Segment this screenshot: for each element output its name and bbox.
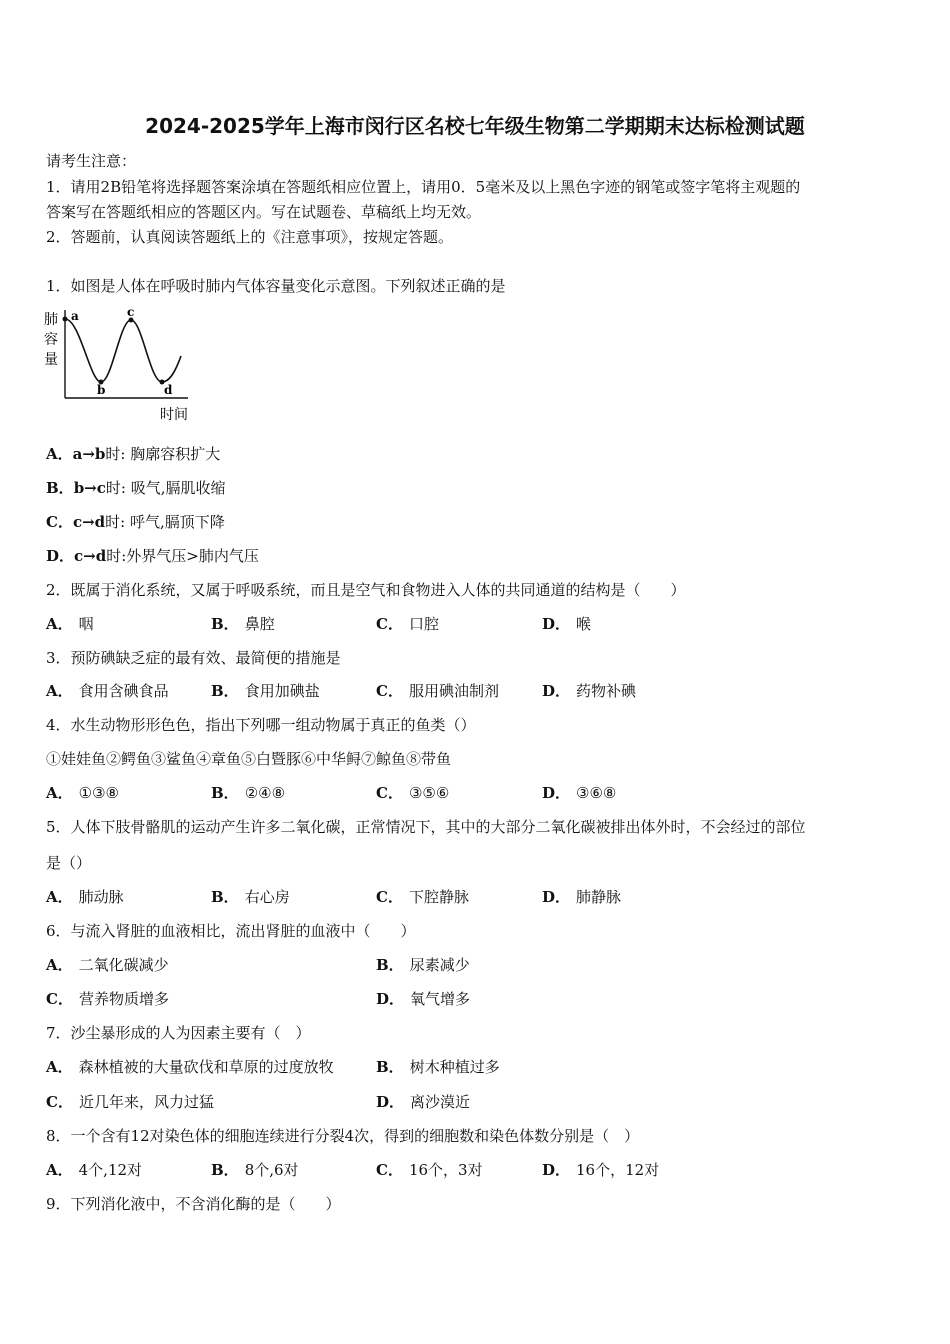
option-text: 8个,6对	[244, 1161, 299, 1179]
question-7-option-c[interactable]	[46, 1092, 214, 1112]
option-text: 二氧化碳减少	[78, 956, 169, 974]
question-3-option-b[interactable]	[211, 681, 320, 701]
option-letter: A．	[46, 445, 73, 463]
option-letter: A．	[46, 784, 73, 802]
question-8-option-c[interactable]	[376, 1160, 483, 1180]
notice-item-2: 2．答题前，认真阅读答题纸上的《注意事项》，按规定答题。	[46, 228, 454, 246]
option-letter: B．	[211, 682, 239, 700]
option-text: 森林植被的大量砍伐和草原的过度放牧	[78, 1058, 334, 1076]
question-5-option-a[interactable]	[46, 887, 124, 907]
figure-label-a: a	[71, 309, 79, 323]
option-letter: B．	[46, 479, 74, 497]
lung-volume-figure	[40, 304, 210, 428]
option-letter: C．	[46, 1093, 73, 1111]
question-4-option-d[interactable]	[542, 783, 616, 803]
question-5-option-c[interactable]	[376, 887, 469, 907]
option-text: 下腔静脉	[408, 888, 469, 906]
question-3-stem: 3．预防碘缺乏症的最有效、最简便的措施是	[46, 649, 341, 667]
option-text: ②④⑧	[244, 784, 286, 802]
option-text: 口腔	[408, 615, 439, 633]
notice-item-1b: 答案写在答题纸相应的答题区内。写在试题卷、草稿纸上均无效。	[46, 203, 482, 221]
notice-heading: 请考生注意：	[46, 152, 137, 170]
option-text: 食用加碘盐	[244, 682, 320, 700]
option-letter: A．	[46, 888, 73, 906]
option-range: a→b	[72, 445, 106, 463]
option-letter: C．	[46, 990, 73, 1008]
figure-volume-curve	[65, 319, 181, 382]
option-letter: A．	[46, 956, 73, 974]
option-letter: B．	[211, 615, 239, 633]
option-text: 4个,12对	[78, 1161, 143, 1179]
option-letter: B．	[211, 888, 239, 906]
question-8-option-a[interactable]	[46, 1160, 142, 1180]
option-range: b→c	[73, 479, 106, 497]
option-letter: D．	[542, 682, 571, 700]
option-letter: B．	[211, 784, 239, 802]
question-7-stem: 7．沙尘暴形成的人为因素主要有（ ）	[46, 1024, 311, 1042]
option-letter: A．	[46, 615, 73, 633]
question-2-stem: 2．既属于消化系统，又属于呼吸系统，而且是空气和食物进入人体的共同通道的结构是（ ）	[46, 581, 686, 599]
figure-label-b: b	[97, 383, 106, 397]
option-letter: A．	[46, 1058, 73, 1076]
option-text: 食用含碘食品	[78, 682, 169, 700]
option-letter: A．	[46, 1161, 73, 1179]
question-1-option-b[interactable]	[46, 478, 225, 498]
figure-point-a	[63, 317, 68, 322]
question-4-option-c[interactable]	[376, 783, 449, 803]
question-7-option-b[interactable]	[376, 1057, 500, 1077]
question-5-stem-b: 是（）	[46, 854, 92, 872]
option-text: 时:外界气压>肺内气压	[106, 547, 259, 565]
question-4-option-a[interactable]	[46, 783, 119, 803]
option-text: 服用碘油制剂	[408, 682, 499, 700]
question-4-list: ①娃娃鱼②鳄鱼③鲨鱼④章鱼⑤白暨豚⑥中华鲟⑦鲸鱼⑧带鱼	[46, 750, 452, 768]
question-6-option-a[interactable]	[46, 955, 169, 975]
option-text: 咽	[78, 615, 94, 633]
question-6-option-b[interactable]	[376, 955, 470, 975]
question-7-option-d[interactable]	[376, 1092, 470, 1112]
question-1-option-c[interactable]	[46, 512, 225, 532]
option-text: 16个，12对	[576, 1161, 660, 1179]
page-title: 2024-2025学年上海市闵行区名校七年级生物第二学期期末达标检测试题	[145, 114, 805, 138]
question-4-option-b[interactable]	[211, 783, 285, 803]
option-letter: B．	[376, 1058, 404, 1076]
option-text: 尿素减少	[409, 956, 470, 974]
figure-ylabel-1: 肺	[44, 312, 58, 328]
figure-xlabel: 时间	[160, 407, 188, 423]
figure-ylabel-2: 容	[44, 332, 58, 348]
option-letter: C．	[376, 1161, 403, 1179]
question-8-option-b[interactable]	[211, 1160, 299, 1180]
question-9-stem: 9．下列消化液中，不含消化酶的是（ ）	[46, 1195, 341, 1213]
question-6-option-c[interactable]	[46, 989, 169, 1009]
question-6-stem: 6．与流入肾脏的血液相比，流出肾脏的血液中（ ）	[46, 922, 416, 940]
question-3-option-a[interactable]	[46, 681, 169, 701]
question-8-stem: 8．一个含有12对染色体的细胞连续进行分裂4次，得到的细胞数和染色体数分别是（ ）	[46, 1127, 640, 1145]
question-2-option-d[interactable]	[542, 614, 591, 634]
option-letter: C．	[46, 513, 73, 531]
question-7-option-a[interactable]	[46, 1057, 334, 1077]
figure-label-c: c	[127, 305, 135, 319]
option-letter: D．	[376, 1093, 405, 1111]
option-letter: B．	[376, 956, 404, 974]
question-3-option-d[interactable]	[542, 681, 636, 701]
option-text: 时: 呼气,膈顶下降	[105, 513, 225, 531]
option-letter: D．	[542, 888, 571, 906]
option-text: 时: 吸气,膈肌收缩	[105, 479, 226, 497]
option-text: 树木种植过多	[409, 1058, 500, 1076]
question-5-option-b[interactable]	[211, 887, 290, 907]
option-text: ③⑤⑥	[408, 784, 450, 802]
option-letter: D．	[542, 1161, 571, 1179]
question-1-option-a[interactable]	[46, 444, 220, 464]
option-range: c→d	[74, 547, 107, 565]
notice-item-1a: 1．请用2B铅笔将选择题答案涂填在答题纸相应位置上，请用0．5毫米及以上黑色字迹的钢笔或签字笔将主观题的	[46, 178, 801, 196]
option-text: 时: 胸廓容积扩大	[105, 445, 221, 463]
option-text: 氧气增多	[410, 990, 471, 1008]
option-text: ③⑥⑧	[576, 784, 617, 802]
question-3-option-c[interactable]	[376, 681, 499, 701]
question-8-option-d[interactable]	[542, 1160, 659, 1180]
option-letter: C．	[376, 784, 403, 802]
option-text: 药物补碘	[576, 682, 637, 700]
option-letter: C．	[376, 682, 403, 700]
question-2-option-a[interactable]	[46, 614, 94, 634]
option-letter: D．	[376, 990, 405, 1008]
option-text: 16个，3对	[408, 1161, 483, 1179]
question-4-stem: 4．水生动物形形色色，指出下列哪一组动物属于真正的鱼类（）	[46, 716, 476, 734]
question-5-option-d[interactable]	[542, 887, 621, 907]
option-text: 离沙漠近	[410, 1093, 471, 1111]
option-text: 右心房	[244, 888, 290, 906]
question-2-option-c[interactable]	[376, 614, 439, 634]
option-range: c→d	[72, 513, 106, 531]
option-letter: D．	[542, 615, 571, 633]
question-5-stem-a: 5．人体下肢骨骼肌的运动产生许多二氧化碳，正常情况下，其中的大部分二氧化碳被排出体外时，不会经过的部位	[46, 818, 806, 836]
question-2-option-b[interactable]	[211, 614, 275, 634]
question-1-option-d[interactable]	[46, 546, 259, 566]
option-letter: C．	[376, 615, 403, 633]
option-text: ①③⑧	[78, 784, 119, 802]
option-text: 肺静脉	[576, 888, 622, 906]
option-letter: B．	[211, 1161, 239, 1179]
option-text: 营养物质增多	[78, 990, 169, 1008]
option-text: 喉	[576, 615, 592, 633]
figure-ylabel-3: 量	[44, 352, 58, 368]
question-6-option-d[interactable]	[376, 989, 470, 1009]
figure-label-d: d	[164, 383, 173, 397]
option-text: 鼻腔	[244, 615, 275, 633]
option-letter: A．	[46, 682, 73, 700]
option-text: 肺动脉	[78, 888, 124, 906]
option-letter: D．	[46, 547, 75, 565]
option-text: 近几年来，风力过猛	[78, 1093, 214, 1111]
question-1-stem: 1．如图是人体在呼吸时肺内气体容量变化示意图。下列叙述正确的是	[46, 277, 506, 295]
option-letter: D．	[542, 784, 571, 802]
option-letter: C．	[376, 888, 403, 906]
